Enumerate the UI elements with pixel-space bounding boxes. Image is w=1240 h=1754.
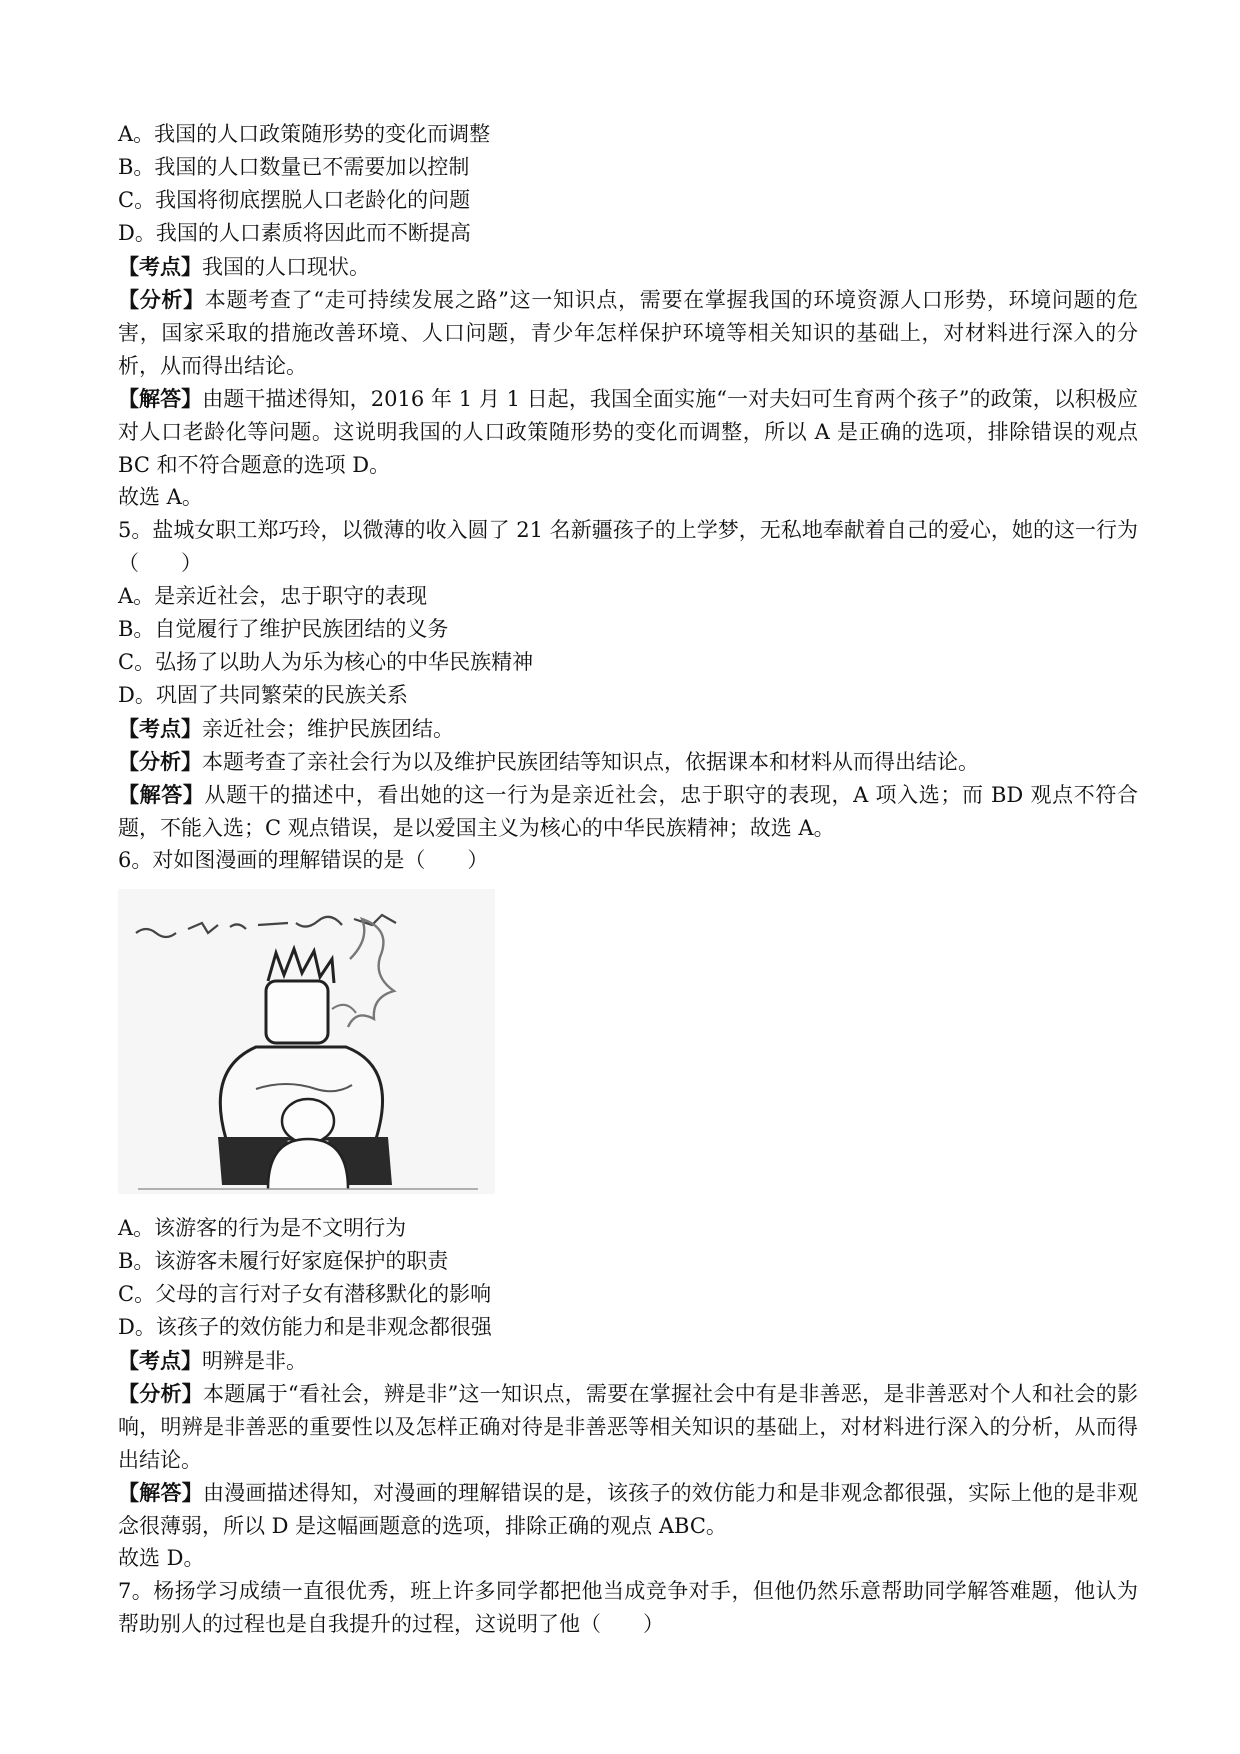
q6-option-c: C。父母的言行对子女有潜移默化的影响 — [118, 1282, 492, 1306]
q5-stem: 5。盐城女职工郑巧玲，以微薄的收入圆了 21 名新疆孩子的上学梦，无私地奉献着自己的爱心，她的这一行为（ ） — [118, 518, 1138, 575]
q6-fenxi-text: 本题属于“看社会，辨是非”这一知识点，需要在掌握社会中有是非善恶，是非善恶对个人和社会的影响，明辨是非善恶的重要性以及怎样正确对待是非善恶等相关知识的基础上，对材料进行深入的分析，从而得出结论。 — [118, 1382, 1139, 1472]
q5-option-a: A。是亲近社会，忠于职守的表现 — [118, 584, 428, 608]
q6-option-a: A。该游客的行为是不文明行为 — [118, 1216, 407, 1240]
document-page — [118, 118, 1138, 1641]
q6-jieda-text: 由漫画描述得知，对漫画的理解错误的是，该孩子的效仿能力和是非观念都很强，实际上他的是非观念很薄弱，所以 D 是这幅画题意的选项，排除正确的观点 ABC。 — [118, 1481, 1139, 1538]
fenxi-label: 【分析】 — [118, 1381, 203, 1406]
q4-fenxi — [118, 283, 1138, 382]
q6-kaodian-text: 明辨是非。 — [202, 1349, 307, 1373]
q7-stem: 7。杨扬学习成绩一直很优秀，班上许多同学都把他当成竞争对手，但他仍然乐意帮助同学解答难题，他认为帮助别人的过程也是自我提升的过程，这说明了他（ ） — [118, 1579, 1138, 1636]
q5-jieda — [118, 778, 1138, 844]
q4-option-b: B。我国的人口数量已不需要加以控制 — [118, 155, 470, 179]
q6-option-d: D。该孩子的效仿能力和是非观念都很强 — [118, 1315, 492, 1339]
q4-answer: 故选 A。 — [118, 485, 203, 509]
q5-jieda-text: 从题干的描述中，看出她的这一行为是亲近社会，忠于职守的表现，A 项入选；而 BD 观点不符合题，不能入选；C 观点错误，是以爱国主义为核心的中华民族精神；故选 A。 — [118, 783, 1138, 840]
q5-kaodian — [118, 712, 1138, 745]
q4-option-d: D。我国的人口素质将因此而不断提高 — [118, 221, 471, 245]
q4-jieda-text: 由题干描述得知，2016 年 1 月 1 日起，我国全面实施“一对夫妇可生育两个孩子”的政策，以积极应对人口老龄化等问题。这说明我国的人口政策随形势的变化而调整，所以 A 是正确的选项，排除错误的观点 BC 和不符合题意的选项 D。 — [118, 387, 1138, 477]
q5-kaodian-text: 亲近社会；维护民族团结。 — [202, 717, 454, 741]
q5-option-d: D。巩固了共同繁荣的民族关系 — [118, 683, 408, 707]
jieda-label: 【解答】 — [118, 386, 203, 411]
q6-jieda — [118, 1476, 1138, 1542]
jieda-label: 【解答】 — [118, 782, 205, 807]
cartoon-drawing — [118, 889, 495, 1194]
kaodian-label: 【考点】 — [118, 1348, 202, 1373]
q4-fenxi-text: 本题考查了“走可持续发展之路”这一知识点，需要在掌握我国的环境资源人口形势，环境问题的危害，国家采取的措施改善环境、人口问题，青少年怎样保护环境等相关知识的基础上，对材料进行深入的分析，从而得出结论。 — [118, 288, 1139, 378]
q5-fenxi-text: 本题考查了亲社会行为以及维护民族团结等知识点，依据课本和材料从而得出结论。 — [202, 750, 979, 774]
q6-stem: 6。对如图漫画的理解错误的是（ ） — [118, 848, 489, 872]
cartoon-illustration — [118, 889, 495, 1194]
jieda-label: 【解答】 — [118, 1480, 204, 1505]
q5-option-c: C。弘扬了以助人为乐为核心的中华民族精神 — [118, 650, 534, 674]
q6-fenxi — [118, 1377, 1138, 1476]
q6-option-b: B。该游客未履行好家庭保护的职责 — [118, 1249, 449, 1273]
q5-option-b: B。自觉履行了维护民族团结的义务 — [118, 617, 449, 641]
kaodian-label: 【考点】 — [118, 254, 202, 279]
q4-jieda — [118, 382, 1138, 481]
q5-fenxi — [118, 745, 1138, 778]
kaodian-label: 【考点】 — [118, 716, 202, 741]
fenxi-label: 【分析】 — [118, 287, 205, 312]
q4-kaodian-text: 我国的人口现状。 — [202, 255, 370, 279]
fenxi-label: 【分析】 — [118, 749, 202, 774]
q4-option-a: A。我国的人口政策随形势的变化而调整 — [118, 122, 491, 146]
q4-option-c: C。我国将彻底摆脱人口老龄化的问题 — [118, 188, 471, 212]
q6-kaodian — [118, 1344, 1138, 1377]
q6-answer: 故选 D。 — [118, 1546, 205, 1570]
q4-kaodian — [118, 250, 1138, 283]
